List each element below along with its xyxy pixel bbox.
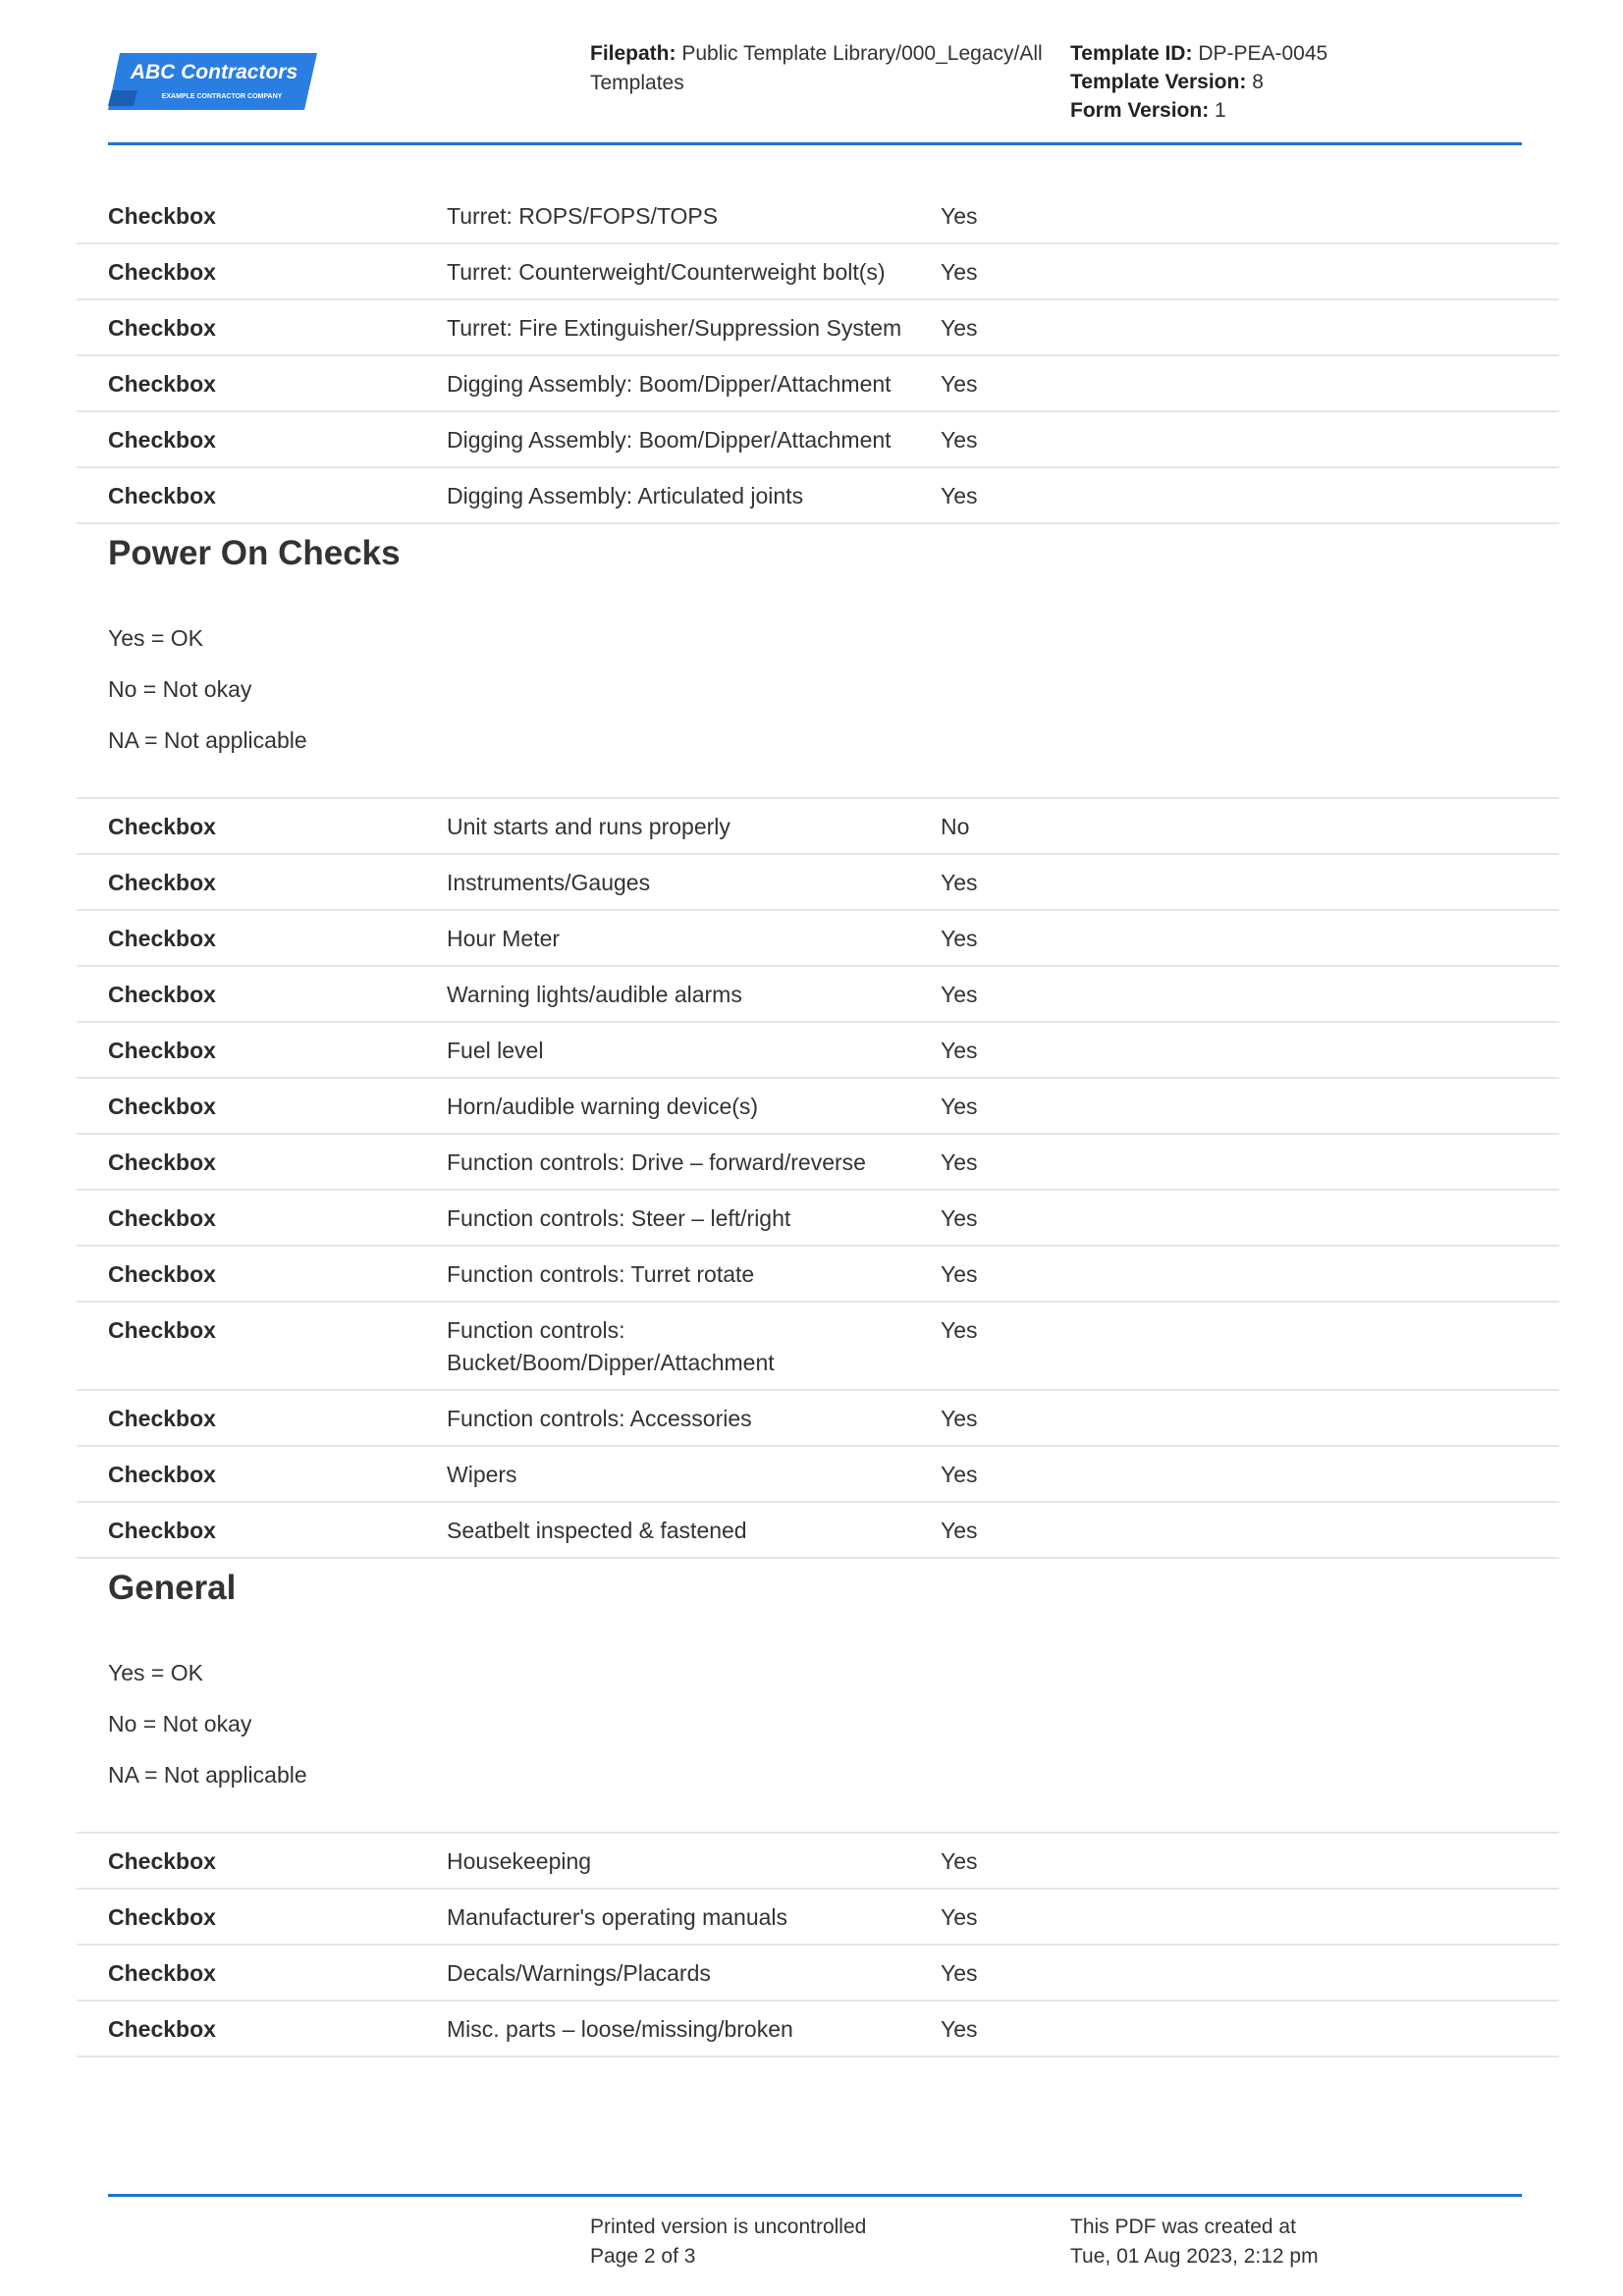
row-item: Manufacturer's operating manuals: [447, 1904, 788, 1930]
general-rows: [77, 1834, 1559, 2057]
table-row: [77, 356, 1559, 412]
template-version-label: Template Version:: [1070, 71, 1247, 93]
section-title-power-on: Power On Checks: [108, 534, 401, 572]
legend-na: NA = Not applicable: [108, 1762, 307, 1788]
table-row: [77, 855, 1559, 911]
table-row: [77, 412, 1559, 468]
section-title-general: General: [108, 1569, 237, 1607]
row-type: Checkbox: [108, 870, 216, 895]
row-answer: Yes: [941, 315, 978, 341]
row-type: Checkbox: [108, 1261, 216, 1287]
table-row: [77, 1391, 1559, 1447]
uncontrolled-notice: Printed version is uncontrolled: [590, 2216, 867, 2238]
row-answer: Yes: [941, 1904, 978, 1930]
row-type: Checkbox: [108, 259, 216, 285]
table-row: [77, 300, 1559, 356]
table-row: [77, 911, 1559, 967]
table-row: [77, 1890, 1559, 1946]
row-item: Digging Assembly: Boom/Dipper/Attachment: [447, 427, 892, 453]
legend-yes: Yes = OK: [108, 625, 203, 651]
row-type: Checkbox: [108, 371, 216, 397]
legend-no: No = Not okay: [108, 1711, 252, 1736]
row-type: Checkbox: [108, 315, 216, 341]
row-type: Checkbox: [108, 427, 216, 453]
filepath-label: Filepath:: [590, 42, 676, 65]
filepath: [590, 39, 1052, 98]
row-item: Turret: ROPS/FOPS/TOPS: [447, 203, 719, 229]
row-answer: Yes: [941, 1406, 978, 1431]
row-item: Turret: Counterweight/Counterweight bolt(s): [447, 259, 886, 285]
row-item: Housekeeping: [447, 1848, 592, 1874]
legend-yes: Yes = OK: [108, 1660, 203, 1685]
table-row: [77, 244, 1559, 300]
table-row: [77, 1503, 1559, 1559]
row-item: Function controls: Accessories: [447, 1406, 752, 1431]
table-row: [77, 1191, 1559, 1247]
form-version-label: Form Version:: [1070, 99, 1210, 122]
row-item: Function controls: Steer – left/right: [447, 1205, 791, 1231]
row-type: Checkbox: [108, 1205, 216, 1231]
row-type: Checkbox: [108, 926, 216, 951]
row-answer: Yes: [941, 259, 978, 285]
row-type: Checkbox: [108, 483, 216, 508]
row-item: Fuel level: [447, 1038, 544, 1063]
table-row: [77, 967, 1559, 1023]
template-id-value: DP-PEA-0045: [1198, 42, 1328, 65]
row-answer: Yes: [941, 427, 978, 453]
table-row: [77, 1079, 1559, 1135]
row-item: Seatbelt inspected & fastened: [447, 1518, 747, 1543]
row-item: Function controls: Bucket/Boom/Dipper/Attachment: [447, 1317, 775, 1375]
table-row: [77, 799, 1559, 855]
row-answer: Yes: [941, 1038, 978, 1063]
row-item: Digging Assembly: Articulated joints: [447, 483, 804, 508]
row-type: Checkbox: [108, 1406, 216, 1431]
row-type: Checkbox: [108, 203, 216, 229]
row-item: Function controls: Drive – forward/reverse: [447, 1149, 866, 1175]
row-answer: Yes: [941, 1317, 978, 1343]
page-number: Page 2 of 3: [590, 2245, 696, 2268]
row-item: Turret: Fire Extinguisher/Suppression System: [447, 315, 902, 341]
created-timestamp: Tue, 01 Aug 2023, 2:12 pm: [1070, 2245, 1319, 2268]
row-item: Digging Assembly: Boom/Dipper/Attachment: [447, 371, 892, 397]
row-answer: Yes: [941, 926, 978, 951]
template-id-label: Template ID:: [1070, 42, 1193, 65]
row-answer: Yes: [941, 1261, 978, 1287]
row-item: Wipers: [447, 1462, 517, 1487]
row-answer: Yes: [941, 371, 978, 397]
row-item: Unit starts and runs properly: [447, 814, 730, 839]
row-answer: Yes: [941, 1205, 978, 1231]
general-legend: [77, 1657, 1559, 1834]
row-answer: Yes: [941, 1960, 978, 1986]
row-type: Checkbox: [108, 1038, 216, 1063]
table-row: [77, 1946, 1559, 2002]
row-type: Checkbox: [108, 1317, 216, 1343]
table-row: [77, 468, 1559, 524]
legend-no: No = Not okay: [108, 676, 252, 702]
row-type: Checkbox: [108, 1462, 216, 1487]
table-row: [77, 1247, 1559, 1303]
logo-title: ABC Contractors: [130, 61, 298, 83]
row-item: Decals/Warnings/Placards: [447, 1960, 711, 1986]
footer-left: [590, 2213, 866, 2271]
row-answer: Yes: [941, 1518, 978, 1543]
row-type: Checkbox: [108, 814, 216, 839]
row-answer: No: [941, 814, 970, 839]
page-footer: [108, 2194, 1522, 2268]
table-row: [77, 1023, 1559, 1079]
row-answer: Yes: [941, 2016, 978, 2042]
footer-right: [1070, 2213, 1319, 2271]
row-type: Checkbox: [108, 982, 216, 1007]
row-item: Misc. parts – loose/missing/broken: [447, 2016, 793, 2042]
table-row: [77, 1834, 1559, 1890]
row-type: Checkbox: [108, 1848, 216, 1874]
row-answer: Yes: [941, 483, 978, 508]
row-type: Checkbox: [108, 1960, 216, 1986]
row-answer: Yes: [941, 1848, 978, 1874]
row-answer: Yes: [941, 1462, 978, 1487]
power-on-rows: [77, 799, 1559, 1559]
row-answer: Yes: [941, 1094, 978, 1119]
page-header: [108, 39, 1522, 145]
row-type: Checkbox: [108, 2016, 216, 2042]
logo-subtitle: EXAMPLE CONTRACTOR COMPANY: [161, 93, 283, 100]
table-row: [77, 2002, 1559, 2057]
row-type: Checkbox: [108, 1149, 216, 1175]
turret-rows: [77, 188, 1559, 524]
row-type: Checkbox: [108, 1904, 216, 1930]
row-answer: Yes: [941, 982, 978, 1007]
company-logo: [108, 51, 319, 112]
row-item: Instruments/Gauges: [447, 870, 651, 895]
template-meta: [1070, 39, 1522, 125]
filepath-value: Public Template Library/000_Legacy/All Templates: [590, 42, 1043, 94]
row-type: Checkbox: [108, 1518, 216, 1543]
row-answer: Yes: [941, 870, 978, 895]
row-item: Warning lights/audible alarms: [447, 982, 742, 1007]
page-content: [77, 188, 1559, 2057]
row-item: Function controls: Turret rotate: [447, 1261, 755, 1287]
row-answer: Yes: [941, 1149, 978, 1175]
legend-na: NA = Not applicable: [108, 727, 307, 753]
table-row: [77, 188, 1559, 244]
row-item: Hour Meter: [447, 926, 561, 951]
table-row: [77, 1447, 1559, 1503]
created-label: This PDF was created at: [1070, 2216, 1296, 2238]
table-row: [77, 1303, 1559, 1391]
power-on-legend: [77, 622, 1559, 799]
row-answer: Yes: [941, 203, 978, 229]
table-row: [77, 1135, 1559, 1191]
row-item: Horn/audible warning device(s): [447, 1094, 759, 1119]
template-version-value: 8: [1252, 71, 1264, 93]
form-version-value: 1: [1215, 99, 1226, 122]
row-type: Checkbox: [108, 1094, 216, 1119]
